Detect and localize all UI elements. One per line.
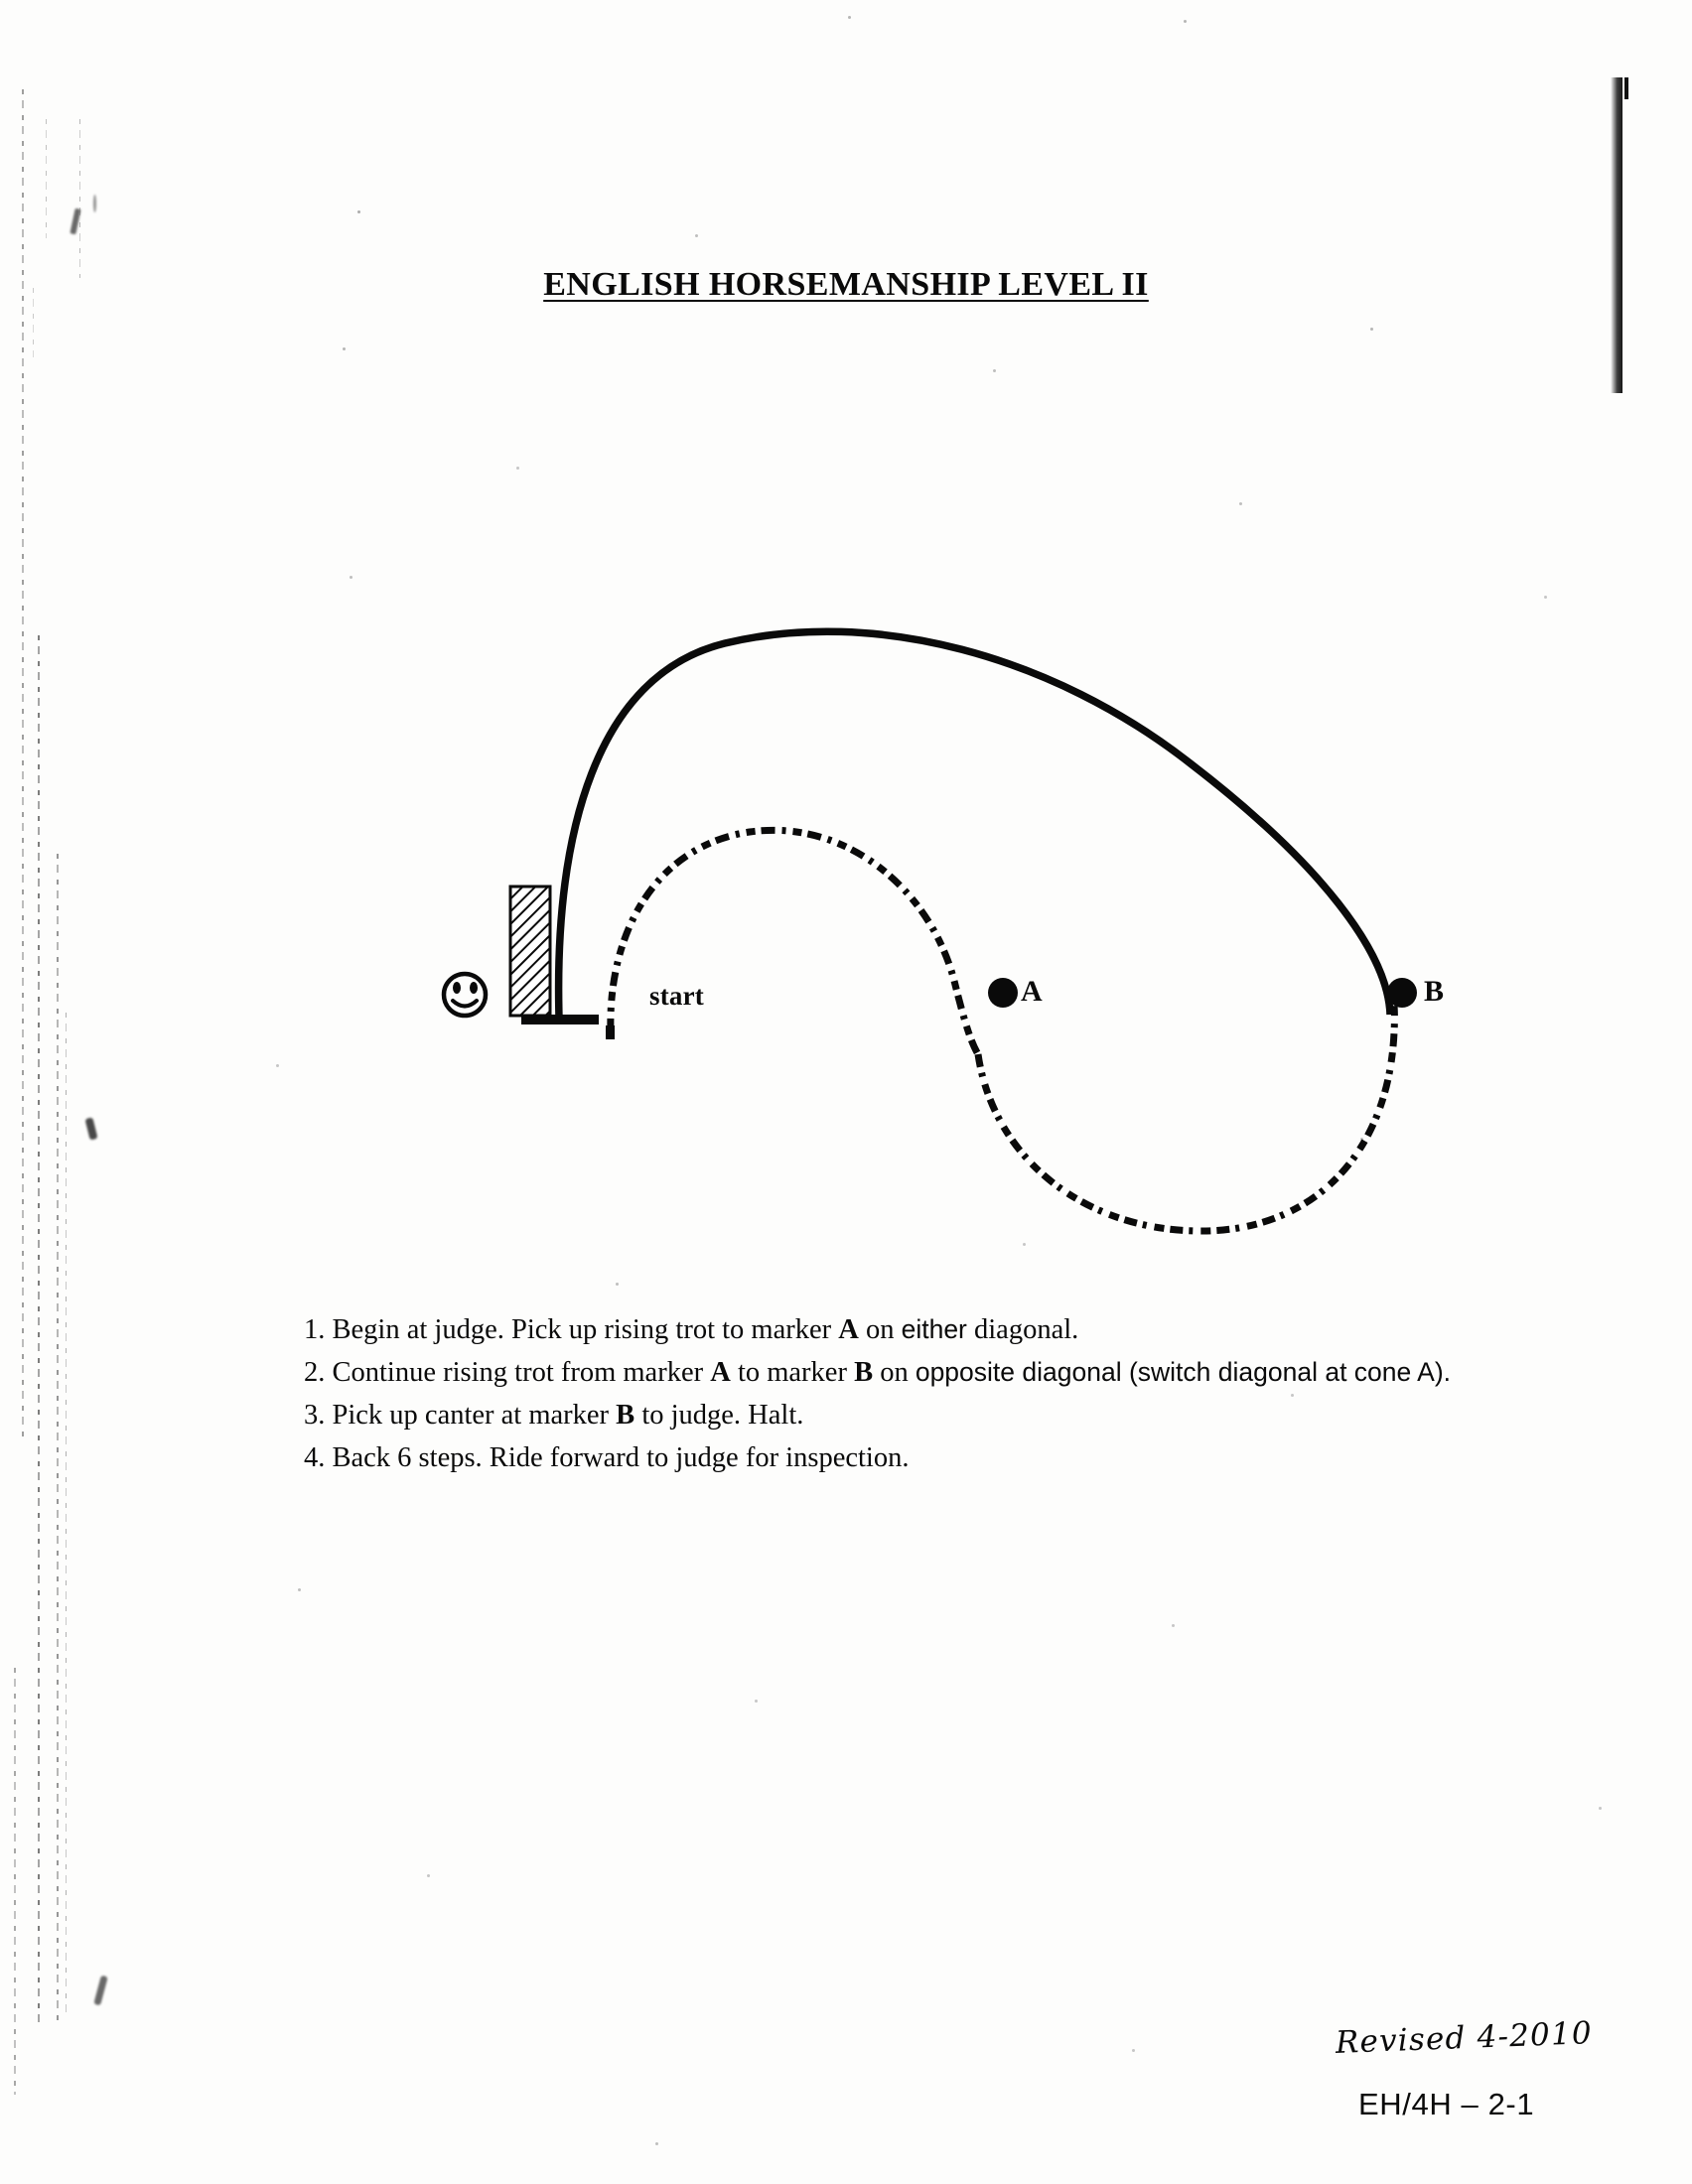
scan-smudge bbox=[93, 1976, 108, 2006]
dust-speck bbox=[755, 1700, 758, 1703]
scan-streak bbox=[46, 119, 47, 238]
instruction-2-text: Continue rising trot from marker bbox=[332, 1357, 704, 1388]
dust-speck bbox=[848, 16, 851, 19]
instruction-2-mid: to marker bbox=[737, 1357, 847, 1388]
dust-speck bbox=[993, 369, 996, 372]
instruction-2-number: 2. bbox=[304, 1357, 326, 1388]
start-tick bbox=[606, 1025, 615, 1039]
scan-smudge bbox=[70, 208, 80, 235]
scan-smudge bbox=[93, 195, 96, 212]
instruction-2-marker-b: B bbox=[854, 1357, 874, 1388]
instructions-list bbox=[304, 1308, 1624, 1479]
instruction-3-tail: to judge. Halt. bbox=[641, 1400, 804, 1431]
instruction-3-number: 3. bbox=[304, 1400, 326, 1431]
trot-path-dashed-upper bbox=[611, 830, 978, 1054]
instruction-1-number: 1. bbox=[304, 1314, 326, 1345]
instruction-2-marker-a: A bbox=[710, 1357, 731, 1388]
diagram-svg bbox=[0, 536, 1692, 1251]
document-code: EH/4H – 2-1 bbox=[1358, 2087, 1535, 2121]
instruction-item-1 bbox=[304, 1308, 1624, 1351]
instruction-4-text: Back 6 steps. Ride forward to judge for inspection. bbox=[332, 1442, 910, 1473]
dust-speck bbox=[298, 1588, 301, 1591]
marker-a-label: A bbox=[1021, 975, 1043, 1008]
scan-streak bbox=[79, 119, 80, 278]
instruction-3-text: Pick up canter at marker bbox=[332, 1400, 610, 1431]
dust-speck bbox=[1132, 2049, 1135, 2052]
scan-streak bbox=[14, 1668, 16, 2095]
instruction-item-4 bbox=[304, 1436, 1624, 1479]
dust-speck bbox=[1599, 1807, 1602, 1810]
marker-a-dot bbox=[988, 978, 1018, 1008]
judge-smiley-icon bbox=[444, 974, 486, 1016]
page-edge-shadow bbox=[1611, 77, 1622, 393]
dust-speck bbox=[695, 234, 698, 237]
dust-speck bbox=[427, 1874, 430, 1877]
dust-speck bbox=[516, 467, 519, 470]
dust-speck bbox=[357, 210, 360, 213]
revised-handwritten-note: Revised 4-2010 bbox=[1335, 2015, 1594, 2061]
dust-speck bbox=[655, 2142, 658, 2145]
instruction-1-text: Begin at judge. Pick up rising trot to marker bbox=[332, 1314, 832, 1345]
dust-speck bbox=[1370, 328, 1373, 331]
marker-b-label: B bbox=[1424, 975, 1445, 1008]
instruction-4-number: 4. bbox=[304, 1442, 326, 1473]
instruction-1-tail: on bbox=[865, 1314, 895, 1345]
page-edge-shadow bbox=[1624, 77, 1628, 99]
instruction-1-marker: A bbox=[838, 1314, 859, 1345]
dust-speck bbox=[343, 347, 346, 350]
trot-path-dashed-lower bbox=[978, 995, 1394, 1231]
pattern-diagram bbox=[0, 536, 1692, 1251]
dust-speck bbox=[1172, 1624, 1175, 1627]
instruction-2-sans: opposite diagonal (switch diagonal at cone A). bbox=[915, 1357, 1452, 1387]
instruction-item-3 bbox=[304, 1394, 1624, 1436]
instruction-3-marker: B bbox=[616, 1400, 635, 1431]
instruction-1-end: diagonal. bbox=[974, 1314, 1079, 1345]
start-label: start bbox=[649, 981, 704, 1011]
dust-speck bbox=[1184, 20, 1187, 23]
instruction-2-tail: on bbox=[880, 1357, 909, 1388]
dust-speck bbox=[1239, 502, 1242, 505]
canter-path-solid bbox=[559, 631, 1390, 1018]
dust-speck bbox=[616, 1283, 619, 1286]
marker-b-dot bbox=[1387, 978, 1417, 1008]
instruction-item-2 bbox=[304, 1351, 1624, 1394]
page-title: ENGLISH HORSEMANSHIP LEVEL II bbox=[543, 266, 1149, 303]
gate-icon bbox=[510, 887, 550, 1016]
instruction-1-sans: either bbox=[901, 1314, 967, 1344]
